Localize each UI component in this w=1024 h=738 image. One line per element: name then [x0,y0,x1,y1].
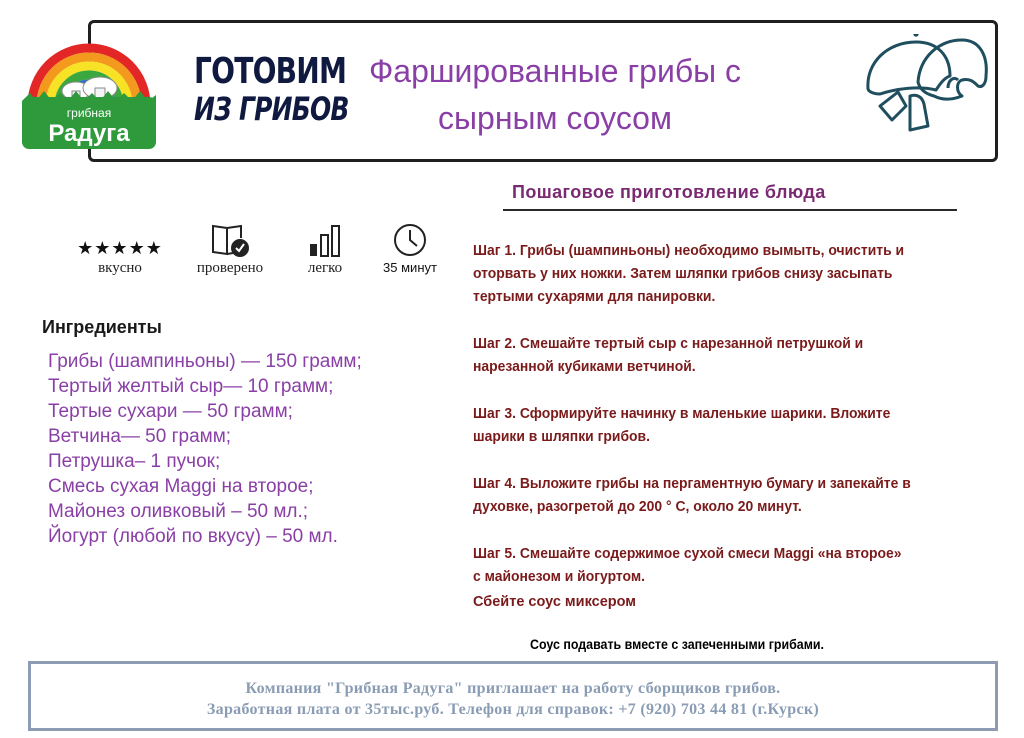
serve-note: Соус подавать вместе с запеченными грибами. [530,637,824,652]
step-line: духовке, разогретой до 200 ° С, около 20 минут. [473,499,802,515]
footer-banner [28,661,998,731]
title-line-2: сырным соусом [438,100,672,136]
step-line: оторвать у них ножки. Затем шляпки грибов снизу засыпать [473,266,893,282]
ingredient-item: Тертые сухари — 50 грамм; [48,401,293,422]
logo-small-text: грибная [66,106,112,120]
step-line: тертыми сухарями для панировки. [473,289,716,305]
ingredients-list [48,349,362,549]
rainbow-mushroom-logo-icon [20,33,158,150]
step-line: Шаг 5. Смешайте содержимое сухой смеси Maggi «на второе» [473,546,902,562]
ingredient-item: Тертый желтый сыр— 10 грамм; [48,376,334,397]
ingredients-title: Ингредиенты [42,317,162,337]
ingredient-item: Петрушка– 1 пучок; [48,451,221,472]
difficulty-bars-icon [307,224,343,258]
badge-difficulty [294,220,356,277]
step-5 [473,543,983,589]
brand-block [194,51,349,133]
ingredient-item: Ветчина— 50 грамм; [48,426,232,447]
badge-label: 35 минут [383,260,437,275]
subheading-rule [503,209,957,211]
steps-block [473,240,983,614]
five-stars-icon: ★★★★★ [77,238,163,258]
step-line: шарики в шляпки грибов. [473,429,650,445]
brand-line-1: ГОТОВИМ [194,51,347,92]
book-check-icon [207,222,253,258]
step-extra-line: Сбейте соус миксером [473,594,637,610]
subheading: Пошаговое приготовление блюда [512,182,826,202]
step-line: Шаг 2. Смешайте тертый сыр с нарезанной петрушкой и [473,336,864,352]
step-1 [473,240,983,309]
step-2 [473,333,983,379]
brand-line-2: ИЗ ГРИБОВ [194,90,349,128]
title-line-1: Фаршированные грибы с [368,53,742,89]
step-4 [473,473,983,519]
footer-line-2: Заработная плата от 35тыс.руб. Телефон для справок: +7 (920) 703 44 81 (г.Курск) [206,701,820,718]
step-line: нарезанной кубиками ветчиной. [473,359,696,375]
clock-icon [392,222,428,258]
step-line: Шаг 4. Выложите грибы на пергаментную бумагу и запекайте в [473,476,911,492]
mushroom-outline-icon [858,34,992,144]
ingredient-item: Грибы (шампиньоны) — 150 грамм; [48,351,362,372]
page-title [340,48,770,142]
step-line: с майонезом и йогуртом. [473,569,646,585]
badge-label: легко [307,260,343,276]
ingredient-item: Майонез оливковый – 50 мл.; [48,501,309,522]
badge-checked [182,220,278,277]
badge-label: вкусно [98,260,142,276]
logo-big-text: Радуга [48,120,130,147]
ingredient-item: Смесь сухая Maggi на второе; [48,476,314,497]
step-line: Шаг 3. Сформируйте начинку в маленькие шарики. Вложите [473,406,891,422]
badge-label: проверено [196,260,264,276]
ingredient-item: Йогурт (любой по вкусу) – 50 мл. [48,526,338,547]
footer-line-1: Компания "Грибная Радуга" приглашает на работу сборщиков грибов. [245,680,781,697]
badge-tasty [74,220,166,277]
step-line: Шаг 1. Грибы (шампиньоны) необходимо вымыть, очистить и [473,243,905,259]
badge-time [372,220,448,275]
step-3 [473,403,983,449]
